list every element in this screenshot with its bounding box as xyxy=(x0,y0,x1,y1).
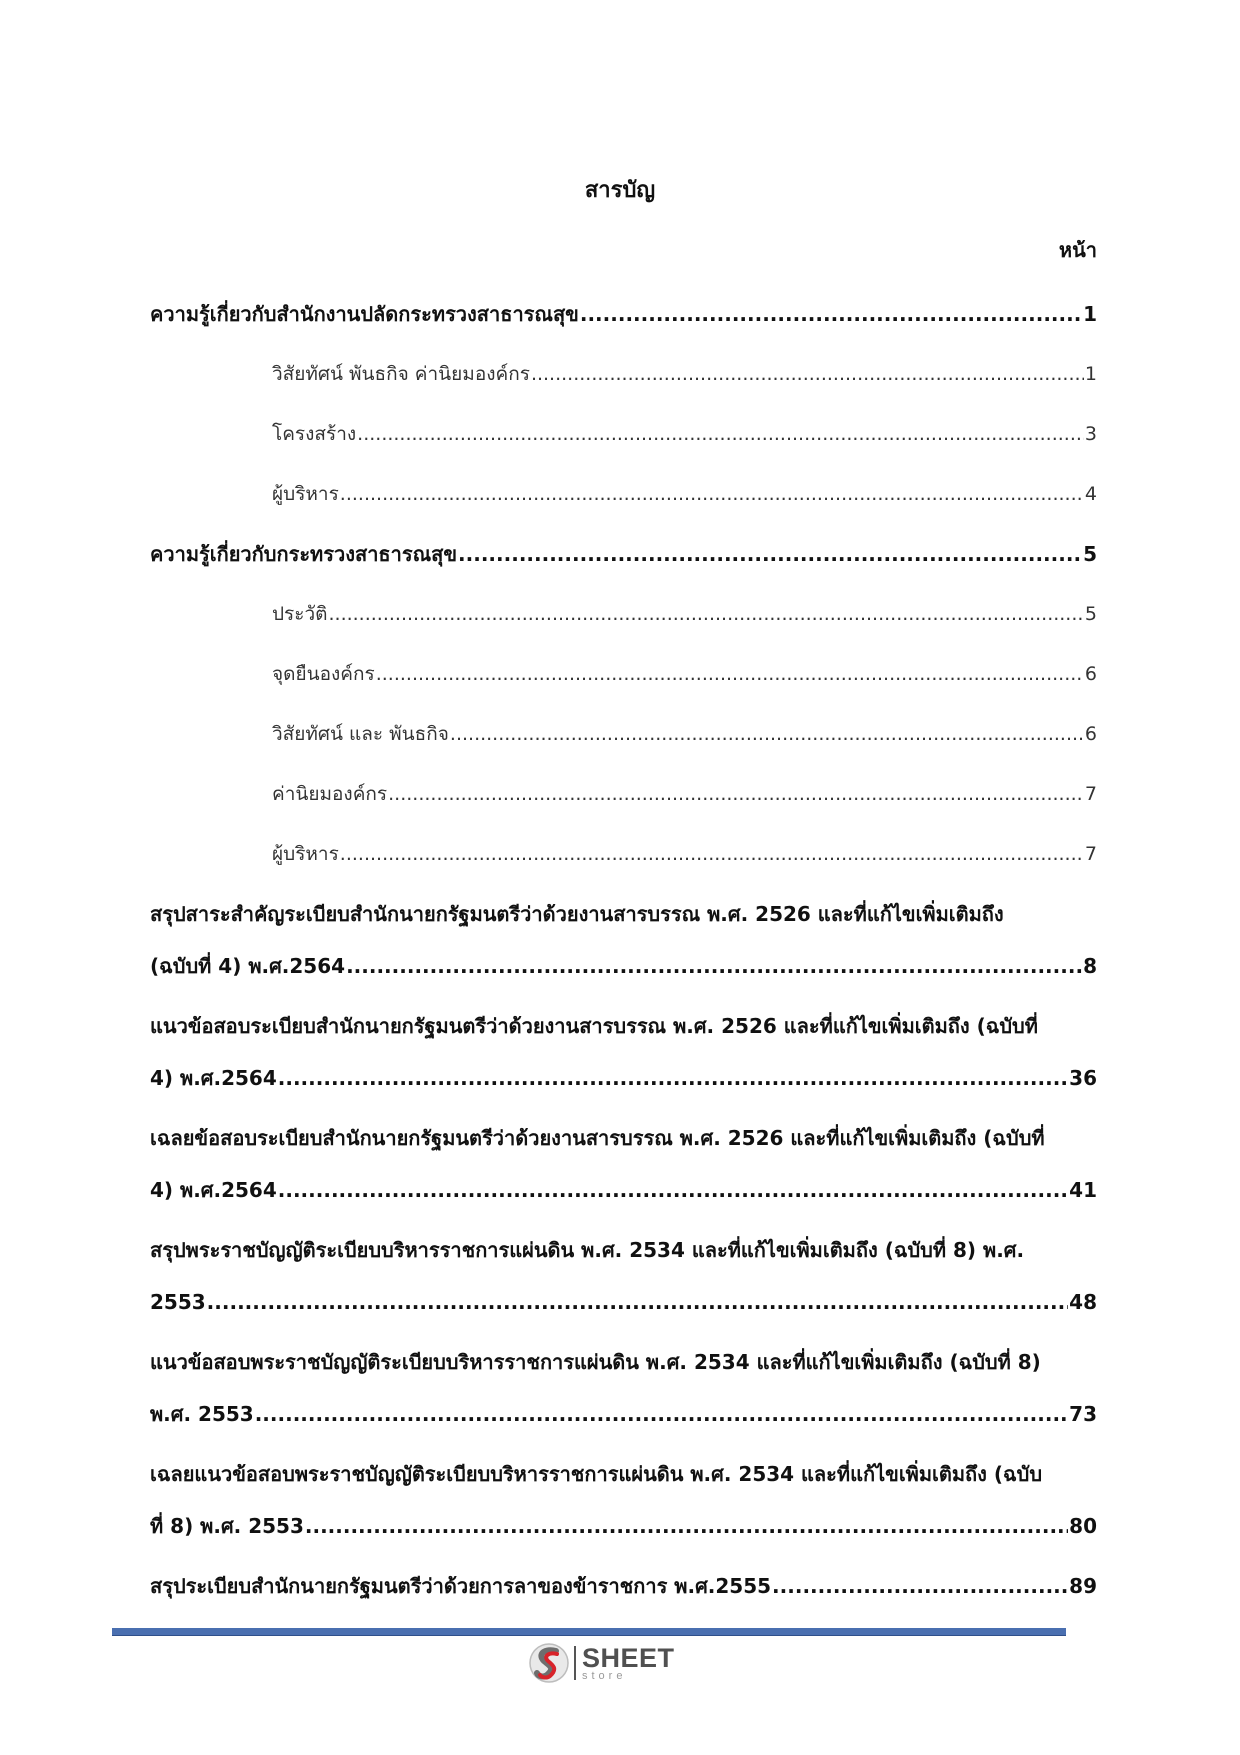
toc-entry xyxy=(150,1000,1097,1104)
toc-entry-line xyxy=(150,1388,1097,1440)
dot-leader xyxy=(346,940,1082,992)
toc-entry xyxy=(150,288,1097,340)
toc-page-number: 7 xyxy=(1084,783,1097,805)
toc-page-number: 89 xyxy=(1069,1574,1097,1598)
toc-entry xyxy=(150,528,1097,580)
toc-entry-text: โครงสร้าง xyxy=(272,423,357,445)
toc-entry-line xyxy=(272,588,1097,640)
toc-page-number: 41 xyxy=(1069,1178,1097,1202)
dot-leader xyxy=(458,528,1082,580)
toc-page-number: 3 xyxy=(1084,423,1097,445)
dot-leader xyxy=(531,348,1084,400)
toc-entry-line xyxy=(150,288,1097,340)
toc-entry-line xyxy=(272,828,1097,880)
dot-leader xyxy=(388,768,1084,820)
toc-page-number: 80 xyxy=(1069,1514,1097,1538)
page-title: สารบัญ xyxy=(584,178,656,203)
toc-entry-text: ที่ 8) พ.ศ. 2553 xyxy=(150,1514,304,1538)
toc-entry-text: (ฉบับที่ 4) พ.ศ.2564 xyxy=(150,954,346,978)
toc-entry-text: เฉลยแนวข้อสอบพระราชบัญญัติระเบียบบริหารราชการแผ่นดิน พ.ศ. 2534 และที่แก้ไขเพิ่มเติมถึง (ฉบับ xyxy=(150,1462,1043,1486)
toc-entry-line xyxy=(150,940,1097,992)
toc-entry-line xyxy=(272,408,1097,460)
toc-entry-line xyxy=(272,708,1097,760)
toc-entry-text: จุดยืนองค์กร xyxy=(272,663,375,685)
toc-entry-text: แนวข้อสอบพระราชบัญญัติระเบียบบริหารราชการแผ่นดิน พ.ศ. 2534 และที่แก้ไขเพิ่มเติมถึง (ฉบับที่ 8) xyxy=(150,1350,1041,1374)
toc-page-number: 6 xyxy=(1084,723,1097,745)
dot-leader xyxy=(340,468,1084,520)
toc-entry xyxy=(150,408,1097,460)
toc-entry-line xyxy=(272,348,1097,400)
toc-entry-line xyxy=(150,1560,1097,1612)
toc-entry-line xyxy=(150,1052,1097,1104)
dot-leader xyxy=(357,408,1084,460)
toc-entry xyxy=(150,828,1097,880)
toc-entry-text: ความรู้เกี่ยวกับกระทรวงสาธารณสุข xyxy=(150,542,458,566)
sheet-store-logo-icon xyxy=(528,1642,570,1684)
dot-leader xyxy=(305,1500,1068,1552)
dot-leader xyxy=(278,1164,1068,1216)
footer-logo xyxy=(528,1642,675,1684)
toc-entry-text: สรุปพระราชบัญญัติระเบียบบริหารราชการแผ่นดิน พ.ศ. 2534 และที่แก้ไขเพิ่มเติมถึง (ฉบับที่ 8) พ.ศ. xyxy=(150,1238,1025,1262)
toc-entry-text: ผู้บริหาร xyxy=(272,843,339,865)
toc-entry xyxy=(150,648,1097,700)
toc-entry-text: พ.ศ. 2553 xyxy=(150,1402,254,1426)
table-of-contents xyxy=(150,288,1097,1620)
toc-entry xyxy=(150,708,1097,760)
toc-page-number: 5 xyxy=(1084,603,1097,625)
toc-page-number: 7 xyxy=(1084,843,1097,865)
dot-leader xyxy=(376,648,1084,700)
toc-entry-line xyxy=(272,468,1097,520)
toc-entry-line xyxy=(150,528,1097,580)
toc-entry-text: เฉลยข้อสอบระเบียบสำนักนายกรัฐมนตรีว่าด้วยงานสารบรรณ พ.ศ. 2526 และที่แก้ไขเพิ่มเติมถึง (ฉบับที่ xyxy=(150,1126,1045,1150)
toc-page-number: 4 xyxy=(1084,483,1097,505)
toc-entry-text: สรุปสาระสำคัญระเบียบสำนักนายกรัฐมนตรีว่าด้วยงานสารบรรณ พ.ศ. 2526 และที่แก้ไขเพิ่มเติมถึง xyxy=(150,902,1004,926)
toc-entry xyxy=(150,1448,1097,1552)
toc-page-number: 1 xyxy=(1083,302,1097,326)
toc-entry-text: วิสัยทัศน์ พันธกิจ ค่านิยมองค์กร xyxy=(272,363,530,385)
logo-text xyxy=(582,1642,675,1682)
dot-leader xyxy=(772,1560,1068,1612)
logo-main-text: SHEET xyxy=(582,1642,675,1673)
toc-page-number: 8 xyxy=(1083,954,1097,978)
toc-entry xyxy=(150,768,1097,820)
toc-entry-line xyxy=(150,1500,1097,1552)
toc-entry xyxy=(150,588,1097,640)
toc-page-number: 48 xyxy=(1069,1290,1097,1314)
page-column-header: หน้า xyxy=(1058,238,1097,262)
dot-leader xyxy=(580,288,1082,340)
toc-entry-line xyxy=(272,648,1097,700)
toc-entry xyxy=(150,348,1097,400)
toc-entry-line xyxy=(150,1164,1097,1216)
toc-entry xyxy=(150,468,1097,520)
toc-entry-text: 4) พ.ศ.2564 xyxy=(150,1178,277,1202)
dot-leader xyxy=(340,828,1084,880)
toc-entry-text: ความรู้เกี่ยวกับสำนักงานปลัดกระทรวงสาธารณสุข xyxy=(150,302,579,326)
toc-entry xyxy=(150,1560,1097,1612)
toc-entry xyxy=(150,1112,1097,1216)
toc-page-number: 6 xyxy=(1084,663,1097,685)
toc-entry-text: ประวัติ xyxy=(272,603,328,625)
logo-sub-text: store xyxy=(582,1669,627,1682)
dot-leader xyxy=(207,1276,1068,1328)
toc-entry-text: ค่านิยมองค์กร xyxy=(272,783,388,805)
toc-entry-text: 2553 xyxy=(150,1290,206,1314)
toc-entry-text: ผู้บริหาร xyxy=(272,483,339,505)
toc-entry-text: วิสัยทัศน์ และ พันธกิจ xyxy=(272,723,449,745)
toc-page-number: 36 xyxy=(1069,1066,1097,1090)
toc-entry xyxy=(150,1224,1097,1328)
toc-entry-text: 4) พ.ศ.2564 xyxy=(150,1066,277,1090)
toc-entry xyxy=(150,888,1097,992)
toc-entry-line xyxy=(150,1276,1097,1328)
dot-leader xyxy=(450,708,1084,760)
toc-entry-text: แนวข้อสอบระเบียบสำนักนายกรัฐมนตรีว่าด้วยงานสารบรรณ พ.ศ. 2526 และที่แก้ไขเพิ่มเติมถึง (ฉบับที่ xyxy=(150,1014,1038,1038)
footer-rule xyxy=(112,1628,1066,1636)
toc-entry-line xyxy=(272,768,1097,820)
toc-entry-text: สรุประเบียบสำนักนายกรัฐมนตรีว่าด้วยการลาของข้าราชการ พ.ศ.2555 xyxy=(150,1574,772,1598)
toc-page-number: 1 xyxy=(1084,363,1097,385)
toc-page-number: 5 xyxy=(1083,542,1097,566)
toc-page-number: 73 xyxy=(1069,1402,1097,1426)
logo-separator xyxy=(574,1646,576,1680)
dot-leader xyxy=(255,1388,1068,1440)
dot-leader xyxy=(278,1052,1068,1104)
toc-entry xyxy=(150,1336,1097,1440)
dot-leader xyxy=(328,588,1083,640)
